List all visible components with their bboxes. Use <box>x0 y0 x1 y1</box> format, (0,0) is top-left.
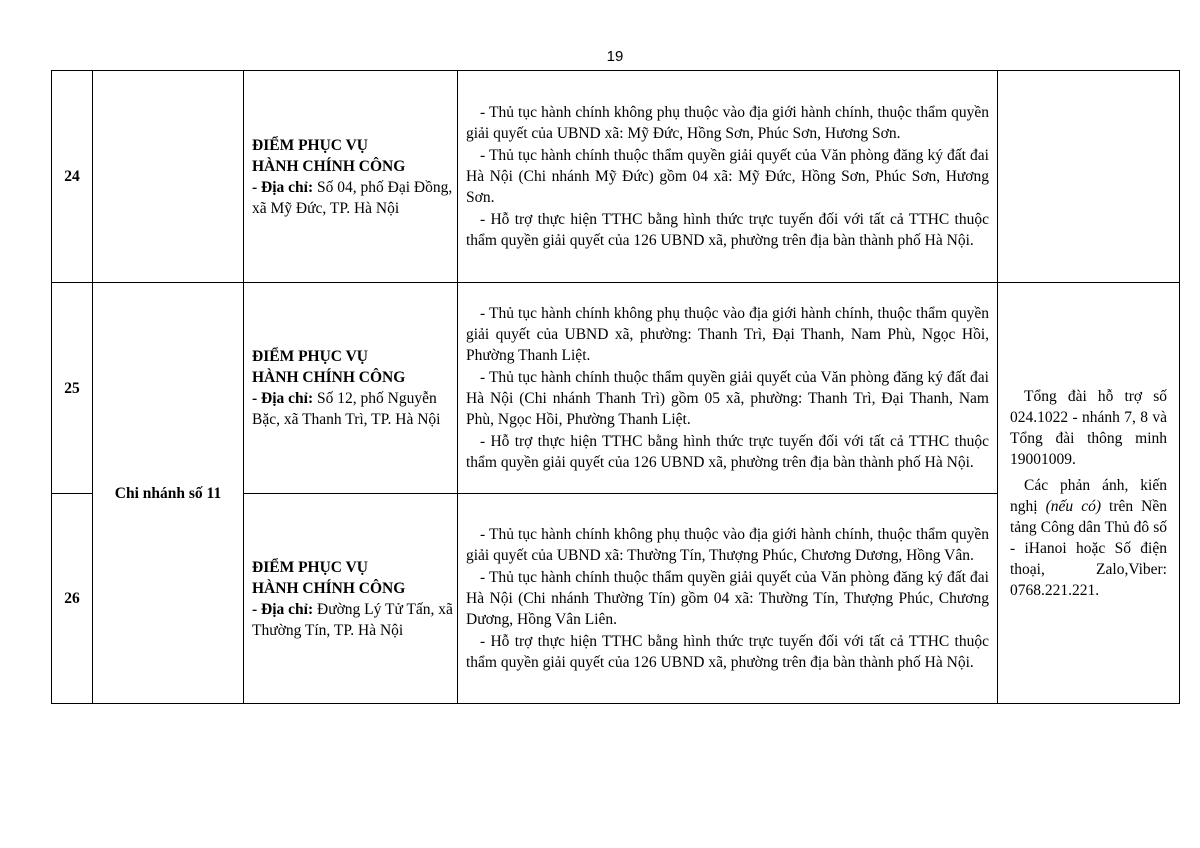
row-number: 24 <box>52 71 93 283</box>
service-point-cell <box>244 71 458 283</box>
page-number: 19 <box>606 48 624 65</box>
row-number: 25 <box>52 283 93 494</box>
address-text: Số 04, phố Đại Đồng, xã Mỹ Đức, TP. Hà Nội <box>252 178 453 217</box>
point-title-line2: HÀNH CHÍNH CÔNG <box>252 579 406 597</box>
service-point-cell <box>244 283 458 494</box>
point-title-line2: HÀNH CHÍNH CÔNG <box>252 157 406 175</box>
point-title-line1: ĐIỂM PHỤC VỤ <box>252 348 368 365</box>
procedure-item: - Hỗ trợ thực hiện TTHC bằng hình thức trực tuyến đối với tất cả TTHC thuộc thẩm quyền giải quyết của 126 UBND xã, phường trên địa bàn thành phố Hà Nội. <box>466 433 989 471</box>
feedback-italic: (nếu có) <box>1045 497 1101 515</box>
procedure-item: - Hỗ trợ thực hiện TTHC bằng hình thức trực tuyến đối với tất cả TTHC thuộc thẩm quyền giải quyết của 126 UBND xã, phường trên địa bàn thành phố Hà Nội. <box>466 211 989 249</box>
support-cell <box>998 283 1180 704</box>
table-row <box>52 283 1180 494</box>
branch-name: Chi nhánh số 11 <box>93 283 244 704</box>
address-label: - Địa chỉ: <box>252 600 314 618</box>
address-text: Đường Lý Tử Tấn, xã Thường Tín, TP. Hà Nội <box>252 600 453 639</box>
procedure-item: - Thủ tục hành chính thuộc thẩm quyền giải quyết của Văn phòng đăng ký đất đai Hà Nội (Chi nhánh Thanh Trì) gồm 05 xã, phường: Thanh Trì, Đại Thanh, Nam Phù, Ngọc Hồi, Phường Thanh Liệt. <box>466 369 989 428</box>
point-title-line2: HÀNH CHÍNH CÔNG <box>252 369 406 386</box>
procedure-item: - Hỗ trợ thực hiện TTHC bằng hình thức trực tuyến đối với tất cả TTHC thuộc thẩm quyền giải quyết của 126 UBND xã, phường trên địa bàn thành phố Hà Nội. <box>466 633 989 671</box>
service-points-table <box>51 70 1180 704</box>
procedures-cell <box>458 494 998 704</box>
address <box>252 599 453 641</box>
row-number: 26 <box>52 494 93 704</box>
procedure-item: - Thủ tục hành chính không phụ thuộc vào địa giới hành chính, thuộc thẩm quyền giải quyết của UBND xã: Mỹ Đức, Hồng Sơn, Phúc Sơn, Hương Sơn. <box>466 104 989 142</box>
feedback-suffix: trên Nền tảng Công dân Thủ đô số - iHanoi hoặc Số điện thoại, Zalo,Viber: 0768.221.221. <box>1010 497 1168 599</box>
procedure-item: - Thủ tục hành chính không phụ thuộc vào địa giới hành chính, thuộc thẩm quyền giải quyết của UBND xã, phường: Thanh Trì, Đại Thanh, Nam Phù, Ngọc Hồi, Phường Thanh Liệt. <box>466 305 989 364</box>
support-cell-empty <box>998 71 1180 283</box>
point-title-line1: ĐIỂM PHỤC VỤ <box>252 558 368 576</box>
service-point-cell <box>244 494 458 704</box>
address <box>252 177 453 219</box>
procedure-item: - Thủ tục hành chính thuộc thẩm quyền giải quyết của Văn phòng đăng ký đất đai Hà Nội (Chi nhánh Thường Tín) gồm 04 xã: Thường Tín, Thượng Phúc, Chương Dương, Hồng Vân Liên. <box>466 569 989 628</box>
address-label: - Địa chỉ: <box>252 178 314 196</box>
address <box>252 388 453 430</box>
address-label: - Địa chỉ: <box>252 390 314 407</box>
procedures-cell <box>458 283 998 494</box>
feedback-text <box>1010 475 1167 601</box>
feedback-prefix: Các phản ánh, kiến nghị <box>1010 476 1167 515</box>
branch-cell-empty <box>93 71 244 283</box>
table-row <box>52 71 1180 283</box>
procedure-item: - Thủ tục hành chính không phụ thuộc vào địa giới hành chính, thuộc thẩm quyền giải quyết của UBND xã: Thường Tín, Thượng Phúc, Chương Dương, Hồng Vân. <box>466 526 989 564</box>
procedure-item: - Thủ tục hành chính thuộc thẩm quyền giải quyết của Văn phòng đăng ký đất đai Hà Nội (Chi nhánh Mỹ Đức) gồm 04 xã: Mỹ Đức, Hồng Sơn, Phúc Sơn, Hương Sơn. <box>466 147 989 206</box>
hotline-text: Tổng đài hỗ trợ số 024.1022 - nhánh 7, 8 và Tổng đài thông minh 19001009. <box>1010 387 1167 468</box>
address-text: Số 12, phố Nguyễn Bặc, xã Thanh Trì, TP. Hà Nội <box>252 390 441 428</box>
point-title-line1: ĐIỂM PHỤC VỤ <box>252 136 368 154</box>
procedures-cell <box>458 71 998 283</box>
